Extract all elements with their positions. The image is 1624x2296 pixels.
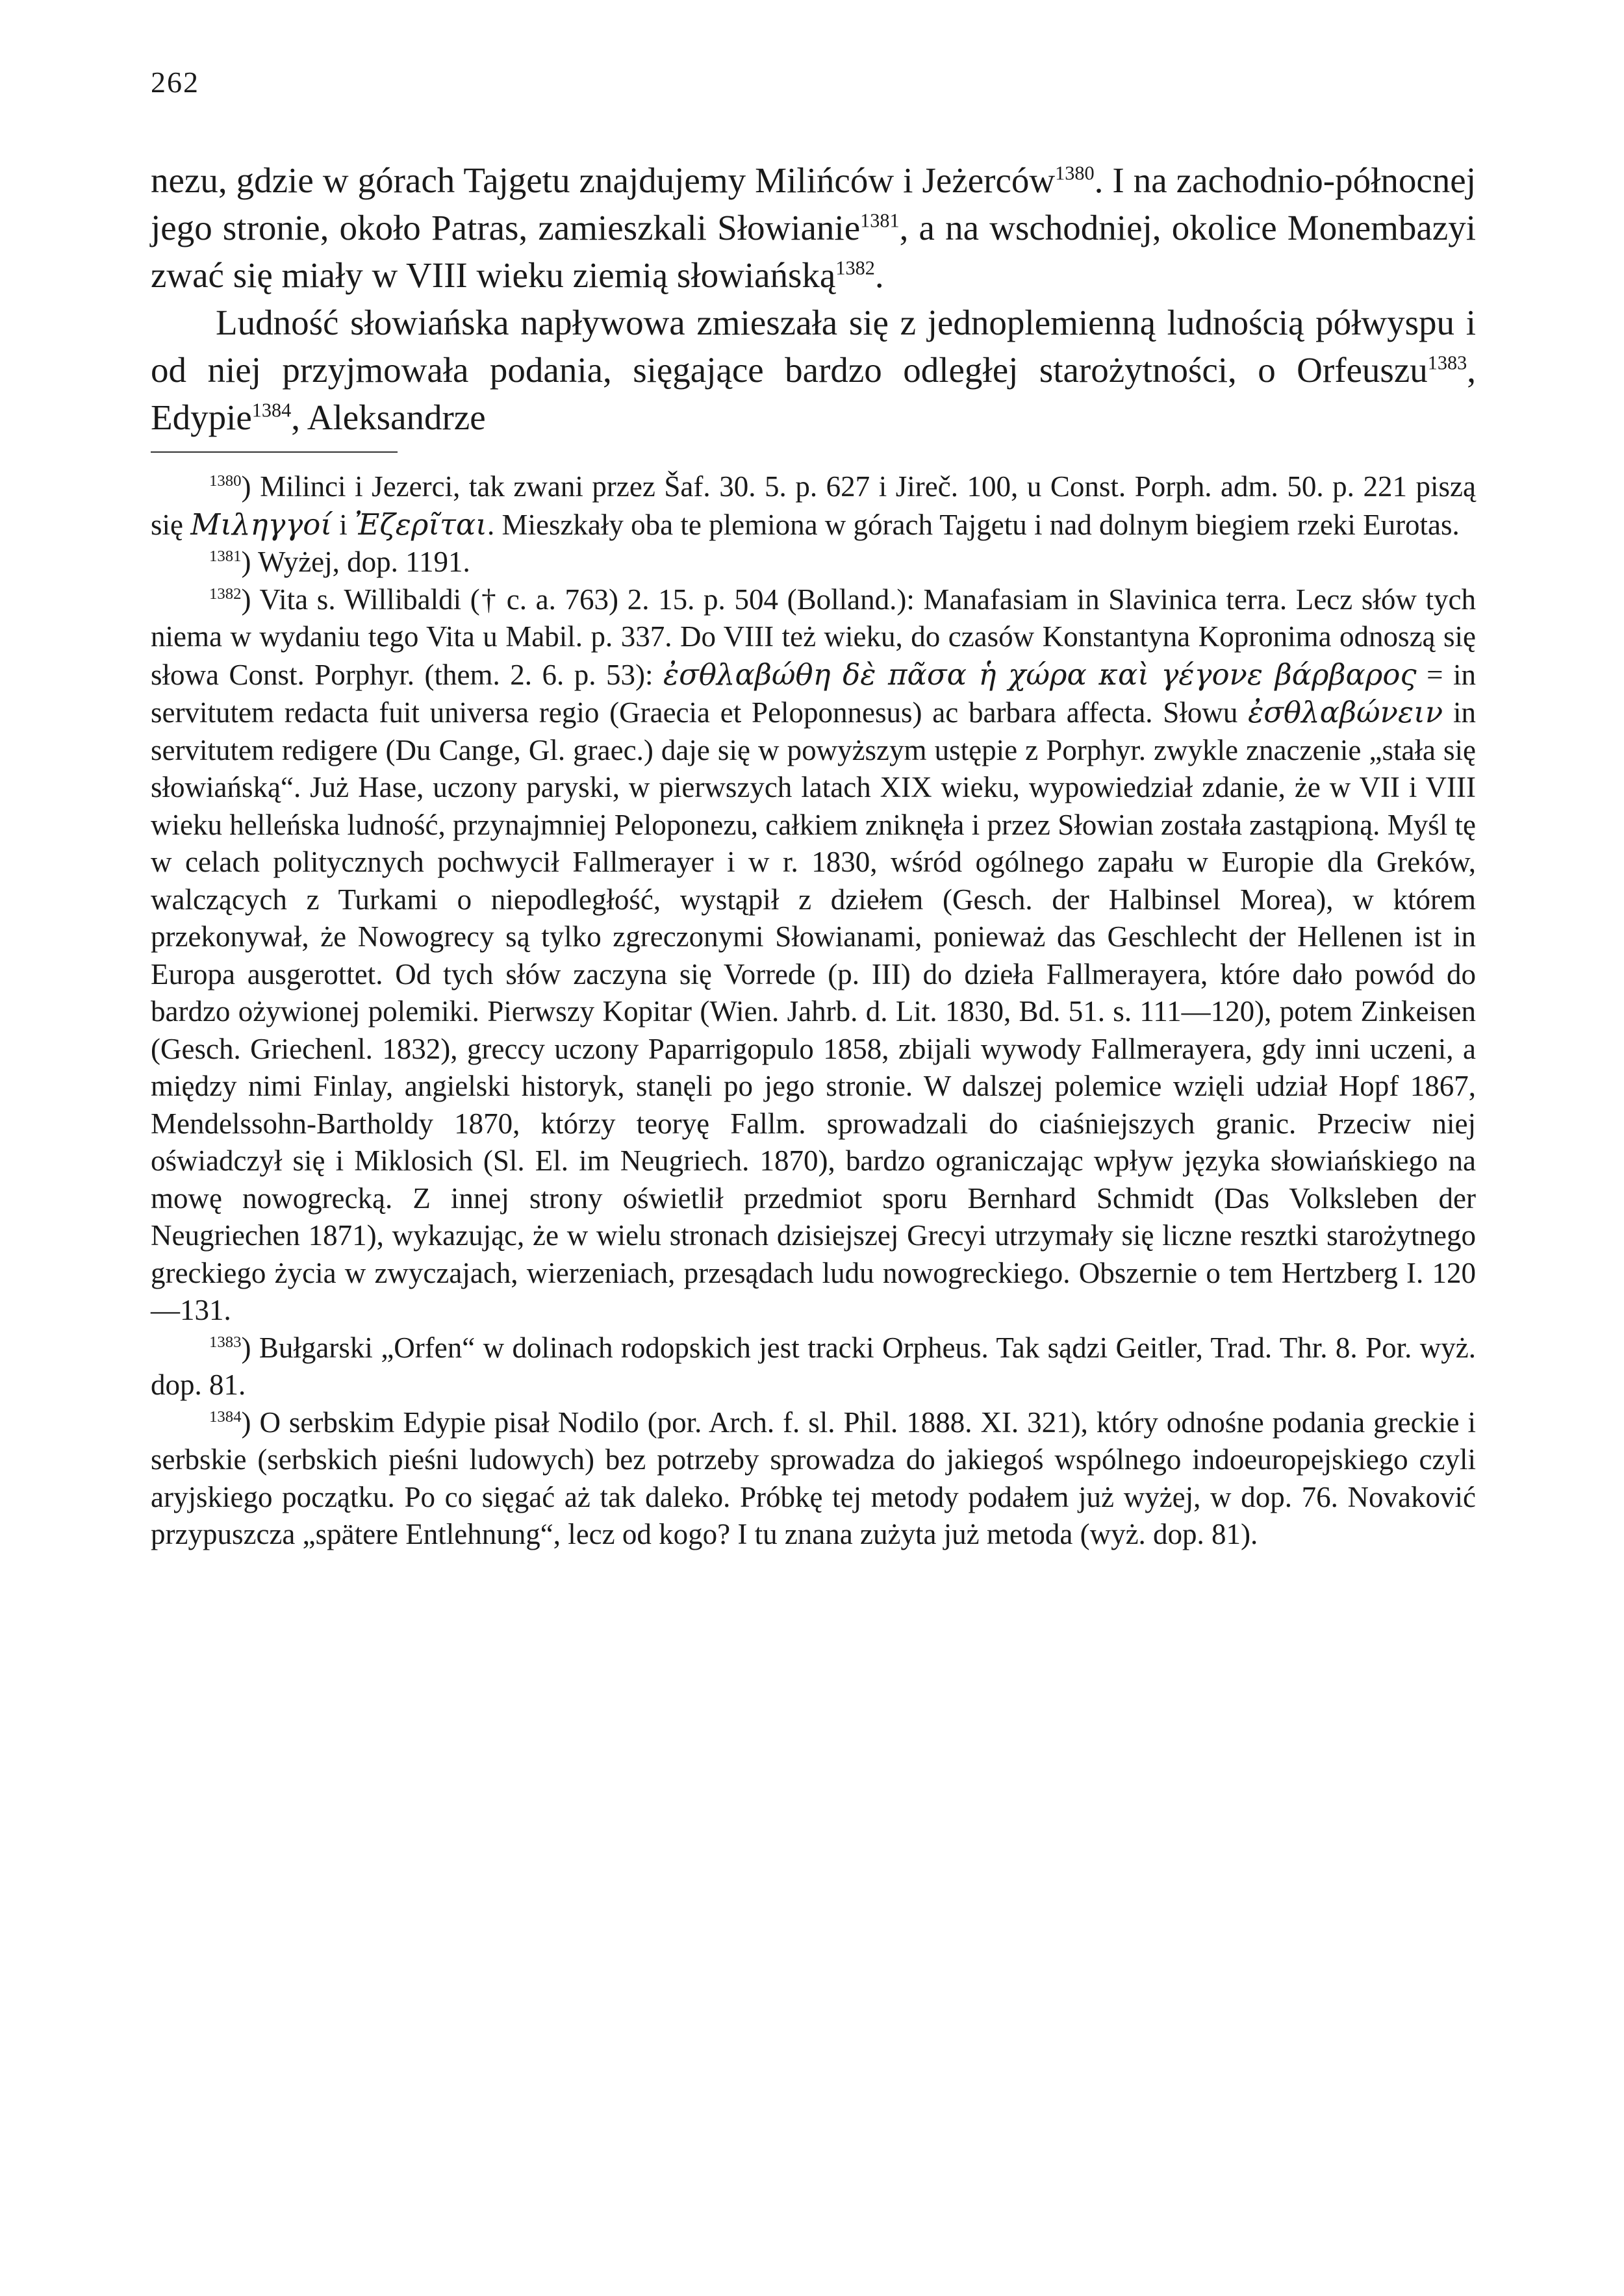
greek-text: Ἐζερῖται xyxy=(355,507,487,542)
footnote-1383: $^{1383}$) Bułgarski „Orfen“ w dolinach rodopskich jest tracki Orpheus. Tak sądzi Geitler, Trad. Thr. 8. Por. wyż. dop. 81. xyxy=(151,1331,1476,1401)
greek-text: ἐσθλαβώθη δὲ πᾶσα ἡ χώρα καὶ γέγονε βάρβαρος xyxy=(663,657,1417,692)
footnote-number: 1384 xyxy=(209,1407,242,1426)
greek-text: ἐσθλαβώνειν xyxy=(1248,695,1443,729)
footnote-1381: $^{1381}$) Wyżej, dop. 1191. xyxy=(209,546,470,578)
paragraph-2: Ludność słowiańska napływowa zmieszała się z jednoplemienną ludnością półwyspu i od niej przyjmowała podania, sięgające bardzo odległej starożytności, o Orfeuszu$^{1383}$, Edypie$^{1384}$, Aleksandrze xyxy=(151,303,1476,437)
footnote-divider xyxy=(151,451,398,453)
greek-text: Μιληγγοί xyxy=(190,507,332,542)
footnote-ref-1381[interactable]: 1381 xyxy=(860,209,900,232)
footnote-ref-1382[interactable]: 1382 xyxy=(835,257,875,279)
paragraph-1: nezu, gdzie w górach Tajgetu znajdujemy Milińców i Jeżerców$^{1380}$. I na zachodnio-północnej jego stronie, około Patras, zamieszkali Słowianie$^{1381}$, a na wschodniej, okolice Monembazyi zwać się miały w VIII wieku ziemią słowiańską$^{1382}$. xyxy=(151,160,1476,295)
footnote-ref-1380[interactable]: 1380 xyxy=(1055,162,1095,184)
footnote-number: 1380 xyxy=(209,472,242,490)
footnote-number: 1383 xyxy=(209,1333,242,1351)
footnotes xyxy=(151,468,1476,1554)
footnote-ref-1383[interactable]: 1383 xyxy=(1427,351,1467,374)
footnote-ref-1384[interactable]: 1384 xyxy=(251,399,292,422)
main-text xyxy=(151,157,1476,441)
footnote-1382: $^{1382}$) Vita s. Willibaldi († c. a. 763) 2. 15. p. 504 (Bolland.): Manafasiam in Slavinica terra. Lecz słów tych niema w wydaniu tego Vita u Mabil. p. 337. Do VIII też wieku, do czasów Konstantyna Kopronima odnoszą się słowa Const. Porphyr. (them. 2. 6. p. 53): ἐσθλαβώθη δὲ πᾶσα ἡ χώρα καὶ γέγονε βάρβαρος = in servitutem redacta fuit universa regio (Graecia et Peloponnesus) ac barbara affecta. Słowu ἐσθλαβώνειν in servitutem redigere (Du Cange, Gl. graec.) daje się w powyższym ustępie z Porphyr. zwykle znaczenie „stała się słowiańską“. Już Hase, uczony paryski, w pierwszych latach XIX wieku, wypowiedział zdanie, że w VII i VIII wieku helleńska ludność, przynajmniej Peloponezu, całkiem zniknęła i przez Słowian została zastąpioną. Myśl tę w celach politycznych pochwycił Fallmerayer i w r. 1830, wśród ogólnego zapału w Europie dla Greków, walczących z Turkami o niepodległość, wystąpił z dziełem (Gesch. der Halbinsel Morea), w którem przekonywał, że Nowogrecy są tylko zgreczonymi Słowianami, ponieważ das Geschlecht der Hellenen ist in Europa ausgerottet. Od tych słów zaczyna się Vorrede (p. III) do dzieła Fallmerayera, które dało powód do bardzo ożywionej polemiki. Pierwszy Kopitar (Wien. Jahrb. d. Lit. 1830, Bd. 51. s. 111—120), potem Zinkeisen (Gesch. Griechenl. 1832), greccy uczony Paparrigopulo 1858, zbijali wywody Fallmerayera, gdy inni uczeni, a między nimi Finlay, angielski historyk, stanęli po jego stronie. W dalszej polemice wzięli udział Hopf 1867, Mendelssohn-Bartholdy 1870, którzy teoryę Fallm. sprowadzali do ciaśniejszych granic. Przeciw niej oświadczył się i Miklosich (Sl. El. im Neugriech. 1870), bardzo ograniczając wpływ języka słowiańskiego na mowę nowogrecką. Z innej strony oświetlił przedmiot sporu Bernhard Schmidt (Das Volksleben der Neugriechen 1871), wykazując, że w wielu stronach dzisiejszej Grecyi utrzymały się liczne resztki starożytnego greckiego życia w zwyczajach, wierzeniach, przesądach ludu nowogreckiego. Obszernie o tem Hertzberg I. 120—131. xyxy=(151,583,1477,1326)
footnote-number: 1381 xyxy=(209,548,242,565)
document-page xyxy=(151,65,1476,2273)
footnote-number: 1382 xyxy=(209,585,242,603)
footnote-1384: $^{1384}$) O serbskim Edypie pisał Nodilo (por. Arch. f. sl. Phil. 1888. XI. 321), który odnośne podania greckie i serbskie (serbskich pieśni ludowych) bez potrzeby sprowadza do jakiegoś wspólnego indoeuropejskiego czyli aryjskiego początku. Po co sięgać aż tak daleko. Próbkę tej metody podałem już wyżej, w dop. 76. Novaković przypuszcza „spätere Entlehnung“, lecz od kogo? I tu znana zużyta już metoda (wyż. dop. 81). xyxy=(151,1406,1476,1550)
page-number: 262 xyxy=(151,66,199,99)
footnote-1380: $^{1380}$) Milinci i Jezerci, tak zwani przez Šaf. 30. 5. p. 627 i Jireč. 100, u Const. Porph. adm. 50. p. 221 piszą się Μιληγγοί i Ἐζερῖται. Mieszkały oba te plemiona w górach Tajgetu i nad dolnym biegiem rzeki Eurotas. xyxy=(151,470,1476,542)
